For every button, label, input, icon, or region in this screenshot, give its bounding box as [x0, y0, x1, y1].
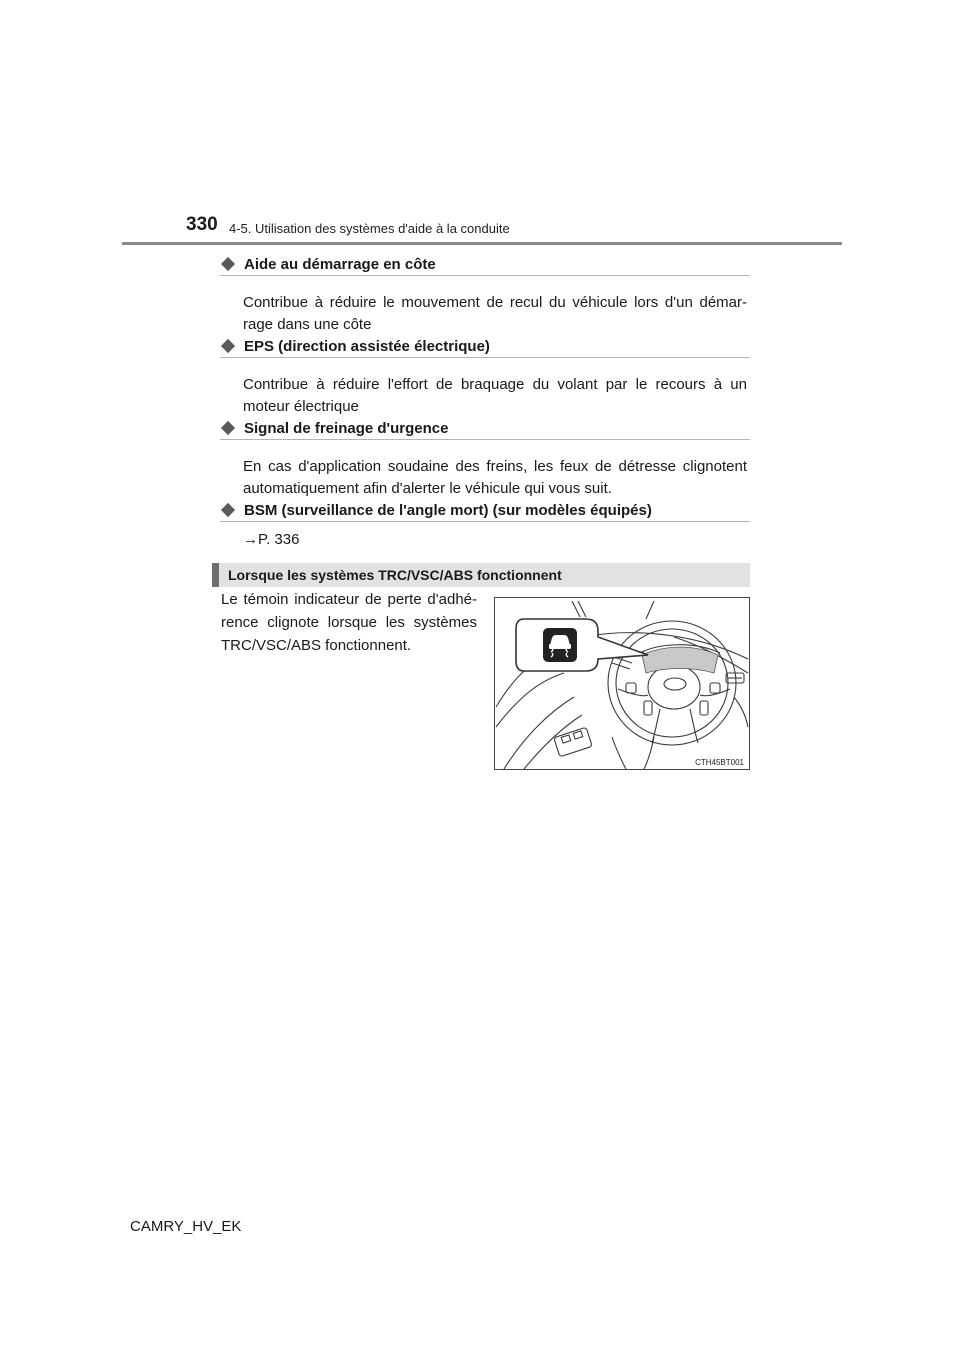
item-heading-emergency-brake-signal: [220, 417, 750, 440]
item-title: BSM (surveillance de l'angle mort) (sur modèles équipés): [244, 501, 652, 519]
figure-code: CTH45BT001: [695, 758, 744, 767]
item-title: EPS (direction assistée électrique): [244, 337, 490, 355]
header-rule: [122, 242, 842, 245]
item-title: Aide au démarrage en côte: [244, 255, 436, 273]
item-heading-eps: [220, 335, 750, 358]
footer-model-code: CAMRY_HV_EK: [130, 1218, 242, 1235]
diamond-bullet-icon: [221, 339, 235, 353]
item-body-emergency-brake-signal: En cas d'application soudaine des freins, les feux de détresse clignotent automatiquement afin d'alerter le véhicule qui vous suit.: [243, 458, 747, 497]
subsection-heading: Lorsque les systèmes TRC/VSC/ABS fonctionnent: [212, 563, 750, 587]
slip-indicator-icon: [543, 628, 577, 662]
item-body-hill-start: Contribue à réduire le mouvement de recul du véhicule lors d'un démar-rage dans une côte: [243, 294, 747, 333]
diamond-bullet-icon: [221, 421, 235, 435]
dashboard-illustration: [494, 597, 750, 770]
diamond-bullet-icon: [221, 257, 235, 271]
item-heading-bsm: [220, 499, 750, 522]
diamond-bullet-icon: [221, 503, 235, 517]
section-path: 4-5. Utilisation des systèmes d'aide à la conduite: [229, 221, 510, 236]
steering-wheel-illustration: [494, 597, 750, 770]
item-title: Signal de freinage d'urgence: [244, 419, 449, 437]
subsection-body: Le témoin indicateur de perte d'adhé-rence clignote lorsque les systèmes TRC/VSC/ABS fonctionnent.: [221, 591, 477, 654]
page-reference-link[interactable]: →P. 336: [243, 531, 300, 548]
page-number: 330: [186, 214, 218, 235]
item-heading-hill-start: [220, 253, 750, 276]
item-body-eps: Contribue à réduire l'effort de braquage du volant par le recours à un moteur électrique: [243, 376, 747, 415]
